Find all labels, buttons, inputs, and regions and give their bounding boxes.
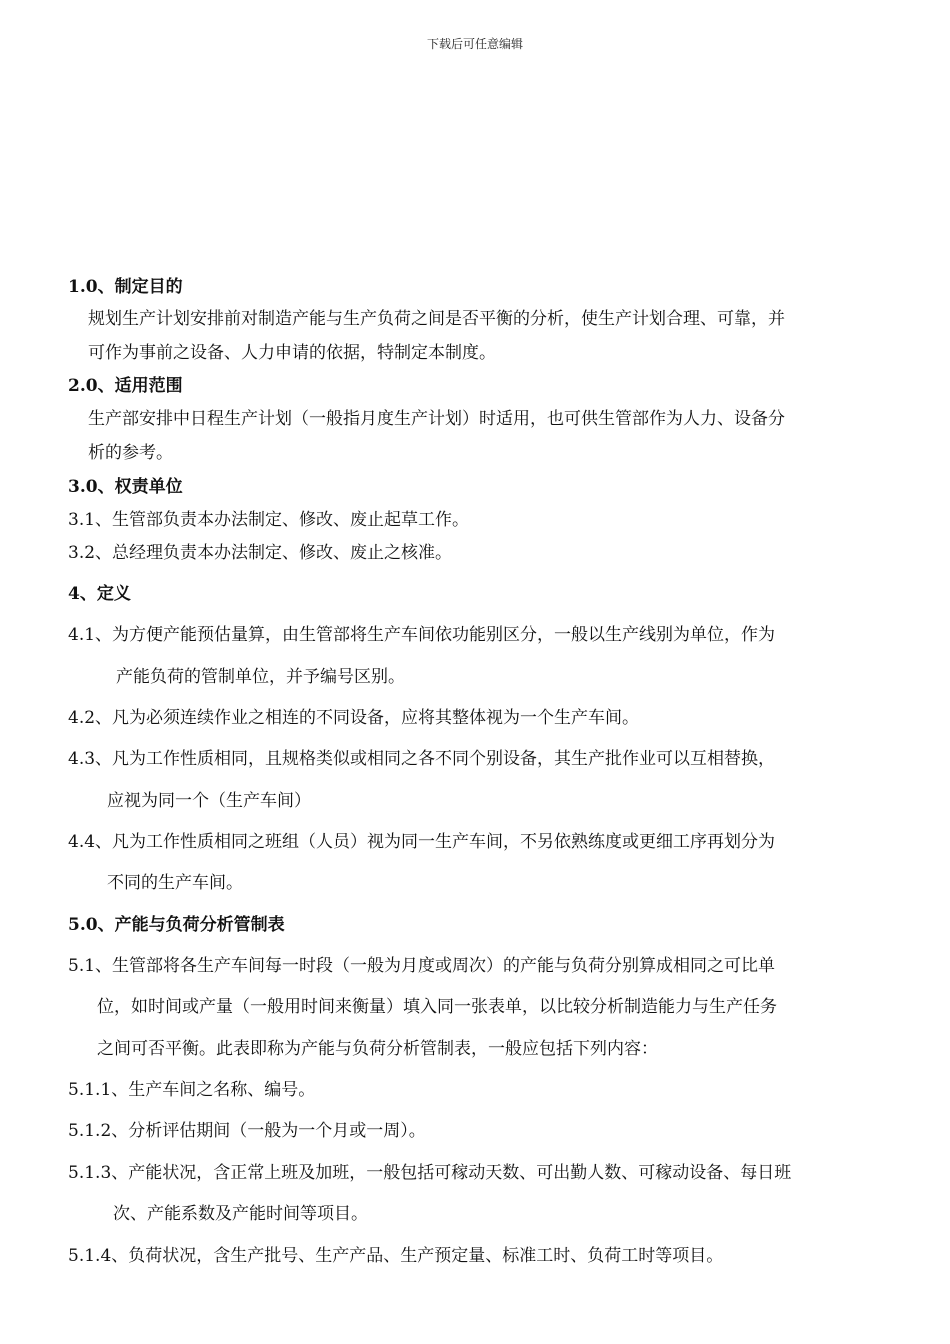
list-item-continuation: 不同的生产车间。 (107, 873, 243, 893)
list-item-continuation: 之间可否平衡。此表即称为产能与负荷分析管制表，一般应包括下列内容： (97, 1039, 658, 1059)
list-item-continuation: 产能负荷的管制单位，并予编号区别。 (116, 667, 405, 687)
paragraph-line: 析的参考。 (88, 443, 173, 463)
list-item: 5.1.1、生产车间之名称、编号。 (68, 1080, 316, 1100)
heading-3: 3.0、权责单位 (68, 477, 183, 497)
heading-5: 5.0、产能与负荷分析管制表 (68, 915, 285, 935)
page-header: 下载后可任意编辑 (426, 37, 523, 51)
paragraph-line: 规划生产计划安排前对制造产能与生产负荷之间是否平衡的分析，使生产计划合理、可靠，并 (88, 309, 785, 329)
list-item-continuation: 应视为同一个（生产车间） (107, 791, 311, 811)
list-item: 4.1、为方便产能预估量算，由生管部将生产车间依功能别区分，一般以生产线别为单位，作为 (68, 625, 776, 645)
list-item: 5.1.3、产能状况，含正常上班及加班，一般包括可稼动天数、可出勤人数、可稼动设备、每日班 (68, 1163, 792, 1183)
heading-1: 1.0、制定目的 (68, 277, 183, 297)
paragraph-line: 可作为事前之设备、人力申请的依据，特制定本制度。 (88, 343, 496, 363)
heading-4: 4、定义 (68, 584, 131, 604)
list-item: 4.2、凡为必须连续作业之相连的不同设备，应将其整体视为一个生产车间。 (68, 708, 640, 728)
list-item: 5.1.2、分析评估期间（一般为一个月或一周）。 (68, 1121, 426, 1141)
list-item-continuation: 次、产能系数及产能时间等项目。 (113, 1204, 368, 1224)
list-item-continuation: 位，如时间或产量（一般用时间来衡量）填入同一张表单，以比较分析制造能力与生产任务 (97, 997, 777, 1017)
list-item: 5.1、生管部将各生产车间每一时段（一般为月度或周次）的产能与负荷分别算成相同之可比单 (68, 956, 776, 976)
heading-2: 2.0、适用范围 (68, 376, 183, 396)
list-item: 3.1、生管部负责本办法制定、修改、废止起草工作。 (68, 510, 470, 530)
list-item: 3.2、总经理负责本办法制定、修改、废止之核准。 (68, 543, 453, 563)
list-item: 5.1.4、负荷状况，含生产批号、生产产品、生产预定量、标准工时、负荷工时等项目。 (68, 1246, 724, 1266)
list-item: 4.3、凡为工作性质相同，且规格类似或相同之各不同个别设备，其生产批作业可以互相替换， (68, 749, 776, 769)
paragraph-line: 生产部安排中日程生产计划（一般指月度生产计划）时适用，也可供生管部作为人力、设备分 (88, 409, 785, 429)
list-item: 4.4、凡为工作性质相同之班组（人员）视为同一生产车间，不另依熟练度或更细工序再划分为 (68, 832, 776, 852)
